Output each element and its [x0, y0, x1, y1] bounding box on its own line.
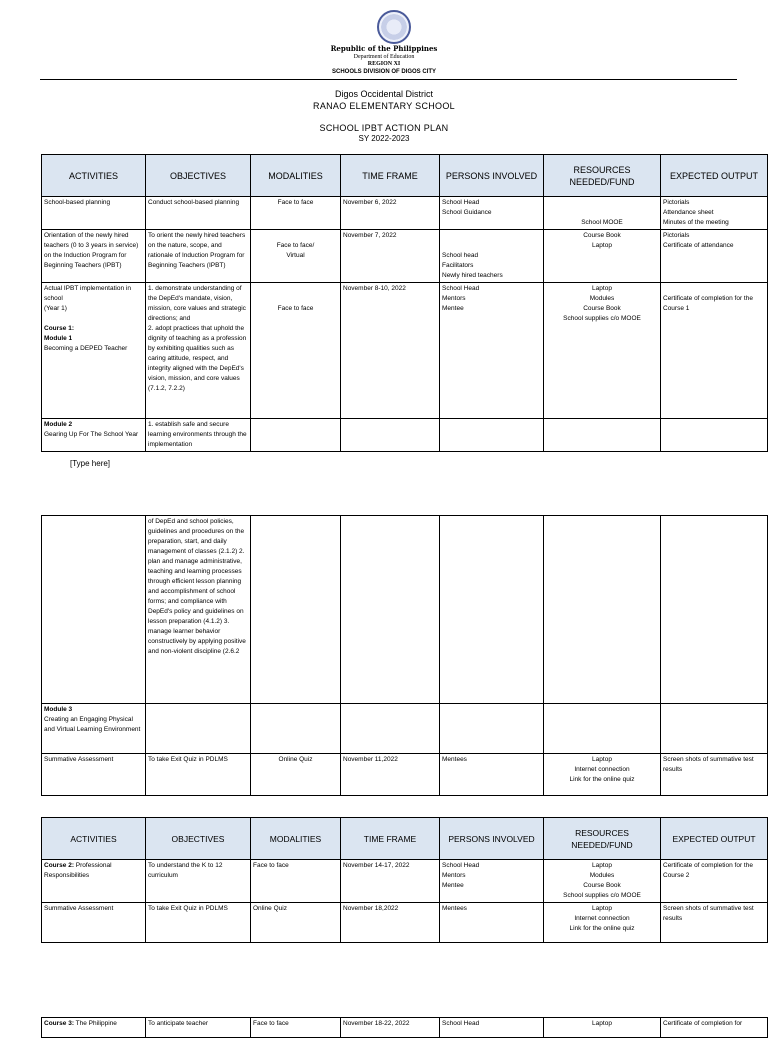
- type-here-placeholder: [Type here]: [70, 459, 111, 468]
- module-label: Module 3: [44, 706, 73, 713]
- objective-cell: 1. demonstrate understanding of the DepEd's mandate, vision, mission, core values and strategic directions; and 2. adopt practices that uphold the dignity of teaching as a profession by exhibiting qualities such as caring attitude, respect, and integrity aligned with the DepEd's vision, mission, and core values (7.1.2, 7.2.2): [146, 283, 251, 419]
- time-cell: November 8-10, 2022: [341, 283, 440, 419]
- module-label: Module 2: [44, 421, 73, 428]
- output-cell: Screen shots of summative test results: [661, 903, 768, 943]
- resources-cell: [544, 704, 661, 754]
- resources-cell: Laptop Internet connection Link for the online quiz: [544, 754, 661, 796]
- col-resources: RESOURCES NEEDED/FUND: [544, 818, 661, 860]
- objective-cell: To take Exit Quiz in PDLMS: [146, 754, 251, 796]
- school-name: RANAO ELEMENTARY SCHOOL: [313, 101, 455, 111]
- region-label: REGION XI: [367, 61, 401, 67]
- table-row: [42, 419, 768, 452]
- resources-cell: [544, 516, 661, 704]
- time-cell: November 7, 2022: [341, 230, 440, 283]
- time-cell: November 18,2022: [341, 903, 440, 943]
- activity-cell: [42, 283, 146, 419]
- persons-cell: School Head Mentors Mentee: [440, 283, 544, 419]
- output-cell: Pictorials Attendance sheet Minutes of the meeting: [661, 197, 768, 230]
- col-time-frame: TIME FRAME: [341, 155, 440, 197]
- persons-cell: School Head Mentors Mentee: [440, 860, 544, 903]
- modality-cell: Online Quiz: [251, 903, 341, 943]
- table-header-row: [42, 155, 768, 197]
- col-activities: ACTIVITIES: [42, 818, 146, 860]
- col-objectives: OBJECTIVES: [146, 818, 251, 860]
- school-year: SY 2022-2023: [358, 134, 410, 143]
- district-label: Digos Occidental District: [334, 89, 434, 99]
- activity-cell: Summative Assessment: [42, 903, 146, 943]
- table-row: [42, 230, 768, 283]
- resources-cell: Laptop: [544, 1018, 661, 1038]
- table-row: [42, 1018, 768, 1038]
- table-row: [42, 903, 768, 943]
- activity-cell: [42, 419, 146, 452]
- table-row: [42, 516, 768, 704]
- output-cell: Pictorials Certificate of attendance: [661, 230, 768, 283]
- activity-cell: Summative Assessment: [42, 754, 146, 796]
- col-output: EXPECTED OUTPUT: [661, 818, 768, 860]
- modality-cell: Face to face: [251, 197, 341, 230]
- time-cell: [341, 516, 440, 704]
- course-title: Professional Responsibilities: [44, 862, 112, 879]
- modality-cell: Face to face: [251, 283, 341, 419]
- table-row: [42, 860, 768, 903]
- resources-cell: Laptop Modules Course Book School supplies c/o MOOE: [544, 283, 661, 419]
- table-header-row: [42, 818, 768, 860]
- persons-cell: School Head: [440, 1018, 544, 1038]
- objective-cell: To orient the newly hired teachers on the nature, scope, and rationale of Induction Program for Beginning Teachers (IPBT): [146, 230, 251, 283]
- col-objectives: OBJECTIVES: [146, 155, 251, 197]
- resources-cell: [544, 419, 661, 452]
- table-row: [42, 283, 768, 419]
- activity-cell: [42, 860, 146, 903]
- persons-cell: [440, 419, 544, 452]
- resources-cell: Laptop Internet connection Link for the online quiz: [544, 903, 661, 943]
- activity-cell: [42, 516, 146, 704]
- output-cell: Screen shots of summative test results: [661, 754, 768, 796]
- activity-text: Actual IPBT implementation in school (Year 1): [44, 285, 131, 312]
- deped-seal-logo: [377, 10, 411, 44]
- persons-cell: [440, 516, 544, 704]
- table-row: [42, 197, 768, 230]
- module-title: Becoming a DEPED Teacher: [44, 345, 128, 352]
- output-cell: [661, 419, 768, 452]
- plan-title: SCHOOL IPBT ACTION PLAN: [319, 123, 449, 133]
- course-label: Course 1:: [44, 325, 74, 332]
- output-cell: Certificate of completion for: [661, 1018, 768, 1038]
- col-persons: PERSONS INVOLVED: [440, 818, 544, 860]
- module-label: Module 1: [44, 335, 73, 342]
- department-label: Department of Education: [353, 54, 415, 60]
- module-title: Gearing Up For The School Year: [44, 431, 139, 438]
- col-time-frame: TIME FRAME: [341, 818, 440, 860]
- modality-cell: [251, 704, 341, 754]
- action-plan-table-1: [41, 154, 768, 452]
- course-label: Course 2:: [44, 862, 74, 869]
- resources-cell: School MOOE: [544, 197, 661, 230]
- module-title: Creating an Engaging Physical and Virtual Learning Environment: [44, 716, 141, 733]
- time-cell: November 14-17, 2022: [341, 860, 440, 903]
- course-title: The Philippine: [73, 1020, 117, 1027]
- modality-cell: Online Quiz: [251, 754, 341, 796]
- objective-cell: To understand the K to 12 curriculum: [146, 860, 251, 903]
- republic-label: Republic of the Philippines: [330, 44, 438, 53]
- header-divider: [40, 79, 737, 80]
- output-cell: [661, 704, 768, 754]
- persons-cell: Mentees: [440, 903, 544, 943]
- time-cell: [341, 704, 440, 754]
- time-cell: November 6, 2022: [341, 197, 440, 230]
- persons-cell: School Head School Guidance: [440, 197, 544, 230]
- col-modalities: MODALITIES: [251, 155, 341, 197]
- objective-cell: [146, 704, 251, 754]
- objective-cell: of DepEd and school policies, guidelines and procedures on the preparation, start, and daily management of classes (2.1.2) 2. plan and manage administrative, teaching and learning processes through efficient lesson planning and accomplishment of school forms; and compliance with DepEd's policy and guidelines on lesson preparation (4.1.2) 3. manage learner behavior constructively by applying positive and non-violent discipline (2.6.2: [146, 516, 251, 704]
- persons-cell: Mentees: [440, 754, 544, 796]
- action-plan-table-4: [41, 1017, 768, 1038]
- output-cell: Certificate of completion for the Course 1: [661, 283, 768, 419]
- col-output: EXPECTED OUTPUT: [661, 155, 768, 197]
- table-row: [42, 754, 768, 796]
- output-cell: Certificate of completion for the Course 2: [661, 860, 768, 903]
- resources-cell: Course Book Laptop: [544, 230, 661, 283]
- modality-cell: Face to face/ Virtual: [251, 230, 341, 283]
- resources-cell: Laptop Modules Course Book School supplies c/o MOOE: [544, 860, 661, 903]
- action-plan-table-3: [41, 817, 768, 943]
- objective-cell: To take Exit Quiz in PDLMS: [146, 903, 251, 943]
- col-modalities: MODALITIES: [251, 818, 341, 860]
- modality-cell: Face to face: [251, 1018, 341, 1038]
- col-persons: PERSONS INVOLVED: [440, 155, 544, 197]
- action-plan-table-2: [41, 515, 768, 796]
- activity-cell: School-based planning: [42, 197, 146, 230]
- modality-cell: Face to face: [251, 860, 341, 903]
- time-cell: November 18-22, 2022: [341, 1018, 440, 1038]
- time-cell: [341, 419, 440, 452]
- activity-cell: [42, 704, 146, 754]
- modality-cell: [251, 419, 341, 452]
- division-label: SCHOOLS DIVISION OF DIGOS CITY: [331, 69, 436, 75]
- time-cell: November 11,2022: [341, 754, 440, 796]
- table-row: [42, 704, 768, 754]
- course-label: Course 3:: [44, 1020, 74, 1027]
- output-cell: [661, 516, 768, 704]
- activity-cell: Orientation of the newly hired teachers (0 to 3 years in service) on the Induction Program for Beginning Teachers (IPBT): [42, 230, 146, 283]
- objective-cell: Conduct school-based planning: [146, 197, 251, 230]
- persons-cell: [440, 704, 544, 754]
- col-activities: ACTIVITIES: [42, 155, 146, 197]
- col-resources: RESOURCES NEEDED/FUND: [544, 155, 661, 197]
- persons-cell: School head Facilitators Newly hired teachers: [440, 230, 544, 283]
- modality-cell: [251, 516, 341, 704]
- activity-cell: [42, 1018, 146, 1038]
- objective-cell: To anticipate teacher: [146, 1018, 251, 1038]
- objective-cell: 1. establish safe and secure learning environments through the implementation: [146, 419, 251, 452]
